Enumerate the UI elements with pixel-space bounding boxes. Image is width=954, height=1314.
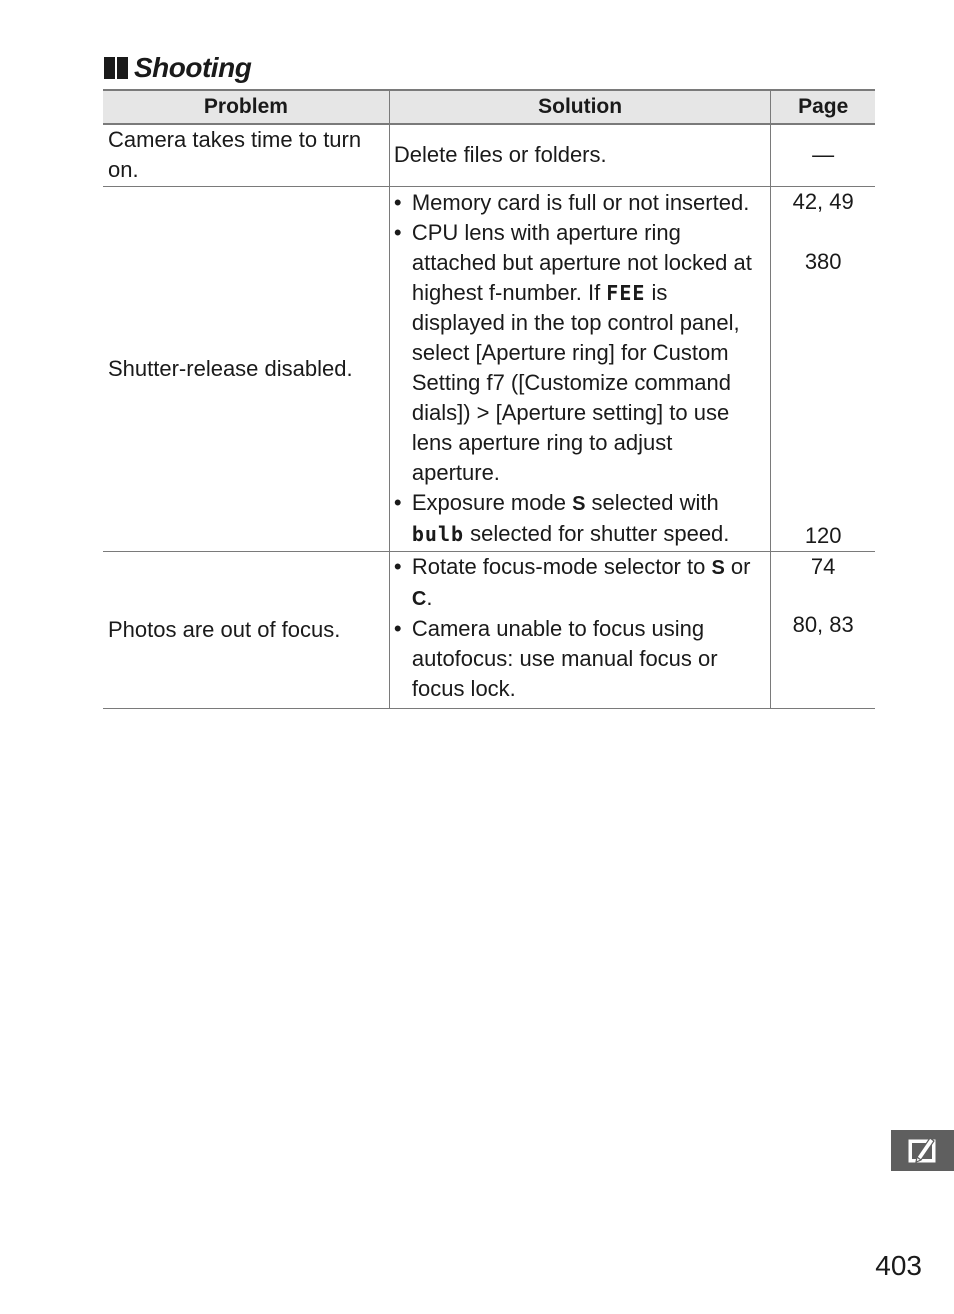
mode-c-label: C (411, 587, 427, 610)
bullet: • (393, 190, 402, 215)
mode-s-label: S (711, 556, 725, 579)
lcd-fee-indicator: FEE (606, 281, 646, 305)
header-page: Page (771, 90, 875, 124)
page-ref: 380 (804, 248, 842, 274)
page-cell (771, 186, 875, 551)
table-header-row (103, 90, 875, 124)
problem-cell: Shutter-release disabled. (103, 186, 389, 551)
page-cell (771, 551, 875, 708)
solution-text: Camera unable to focus using autofocus: use manual focus or focus lock. (411, 615, 718, 701)
troubleshooting-table (103, 89, 875, 709)
solution-item (394, 218, 766, 488)
solution-item (394, 188, 766, 218)
page-ref: 42, 49 (792, 188, 854, 214)
troubleshooting-pencil-icon (906, 1136, 940, 1166)
section-heading (104, 48, 251, 88)
page-ref: 120 (804, 522, 842, 548)
solution-text: CPU lens with aperture ring attached but aperture not locked at highest f-number. If FEE is displayed in the top control panel, select [Aperture ring] for Custom Setting f7 ([Customize command dials]) > [Aperture setting] to use lens aperture ring to adjust aperture. (411, 220, 752, 485)
solution-item (394, 552, 766, 614)
solution-cell (389, 186, 770, 551)
solution-cell (389, 551, 770, 708)
troubleshooting-side-tab (891, 1130, 954, 1171)
solution-text: Rotate focus-mode selector to S or C. (411, 553, 751, 610)
solution-item (394, 614, 766, 704)
mode-s-label: S (572, 493, 586, 515)
table-row (103, 186, 875, 551)
header-solution: Solution (389, 90, 770, 124)
page-ref: — (812, 142, 835, 168)
solution-text: Memory card is full or not inserted. (411, 190, 750, 215)
page-ref: 74 (810, 553, 836, 579)
problem-cell: Camera takes time to turn on. (103, 124, 389, 186)
bullet: • (393, 553, 402, 579)
header-problem: Problem (103, 90, 389, 124)
solution-text: Exposure mode S selected with bulb selected for shutter speed. (411, 490, 730, 546)
page-number: 403 (875, 1250, 922, 1281)
solution-item (394, 488, 766, 549)
section-title: Shooting (134, 52, 252, 83)
bullet: • (393, 220, 402, 245)
table-row (103, 124, 875, 186)
bullet: • (393, 490, 402, 515)
heading-marker-icon (104, 57, 128, 79)
bullet: • (393, 615, 402, 641)
lcd-bulb-indicator: bulb (411, 522, 465, 546)
page-ref: 80, 83 (792, 611, 854, 637)
problem-cell: Photos are out of focus. (103, 551, 389, 708)
table-row (103, 551, 875, 708)
solution-cell: Delete files or folders. (389, 124, 770, 186)
page-cell (771, 124, 875, 186)
